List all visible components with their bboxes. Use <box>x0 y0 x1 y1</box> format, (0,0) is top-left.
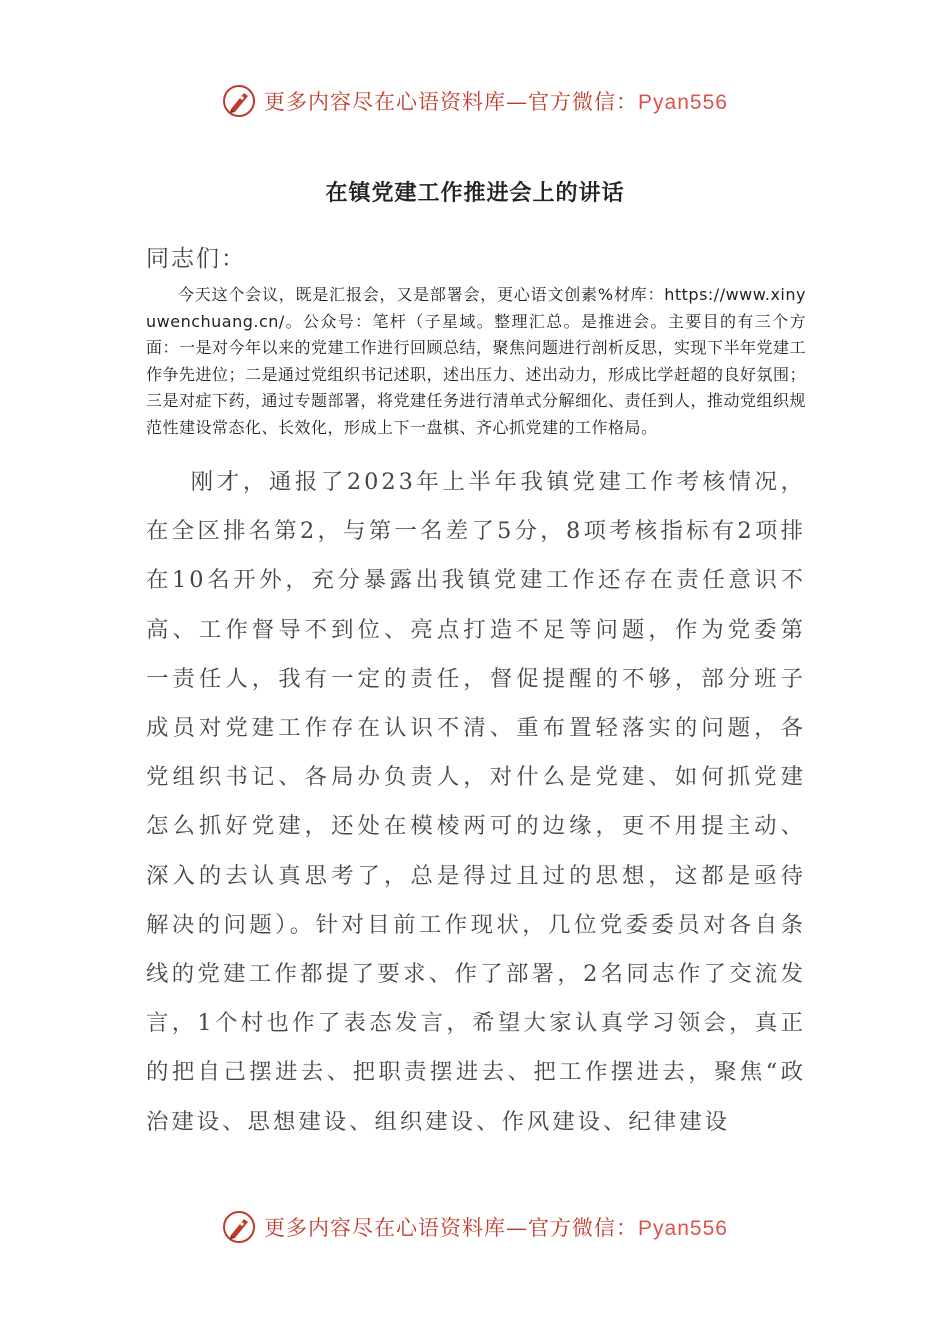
watermark-text: 更多内容尽在心语资料库—官方微信：Pyan556 <box>264 1216 728 1240</box>
wechat-id: Pyan556 <box>638 91 728 114</box>
fountain-pen-icon <box>222 1210 256 1244</box>
body-paragraph: 刚才，通报了2023年上半年我镇党建工作考核情况，在全区排名第2，与第一名差了5分，8项考核指标有2项排在10名开外，充分暴露出我镇党建工作还存在责任意识不高、工作督导不到位、亮点打造不足等问题，作为党委第一责任人，我有一定的责任，督促提醒的不够，部分班子成员对党建工作存在认识不清、重布置轻落实的问题，各党组织书记、各局办负责人，对什么是党建、如何抓党建怎么抓好党建，还处在模棱两可的边缘，更不用提主动、深入的去认真思考了，总是得过且过的思想，这都是亟待解决的问题）。针对目前工作现状，几位党委委员对各自条线的党建工作都提了要求、作了部署，2名同志作了交流发言，1个村也作了表态发言，希望大家认真学习领会，真正的把自己摆进去、把职责摆进去、把工作摆进去，聚焦“政治建设、思想建设、组织建设、作风建设、纪律建设 <box>146 469 806 1135</box>
fountain-pen-icon <box>222 84 256 118</box>
watermark-text: 更多内容尽在心语资料库—官方微信：Pyan556 <box>264 90 728 114</box>
salutation: 同志们： <box>146 246 246 272</box>
intro-paragraph: 今天这个会议，既是汇报会，又是部署会，更心语文创素%材库：https://www.xinyuwenchuang.cn/。公众号：笔杆（子星域。整理汇总。是推进会。主要目的有三个方面：一是对今年以来的党建工作进行回顾总结，聚焦问题进行剖析反思，实现下半年党建工作争先进位；二是通过党组织书记述职，述出压力、述出动力，形成比学赶超的良好氛围；三是对症下药，通过专题部署，将党建任务进行清单式分解细化、责任到人，推动党组织规范性建设常态化、长效化，形成上下一盘棋、齐心抓党建的工作格局。 <box>146 285 807 437</box>
watermark-banner-bottom <box>0 1210 950 1244</box>
watermark-banner-top <box>0 84 950 118</box>
wechat-id: Pyan556 <box>638 1217 728 1240</box>
page-title: 在镇党建工作推进会上的讲话 <box>325 181 625 206</box>
